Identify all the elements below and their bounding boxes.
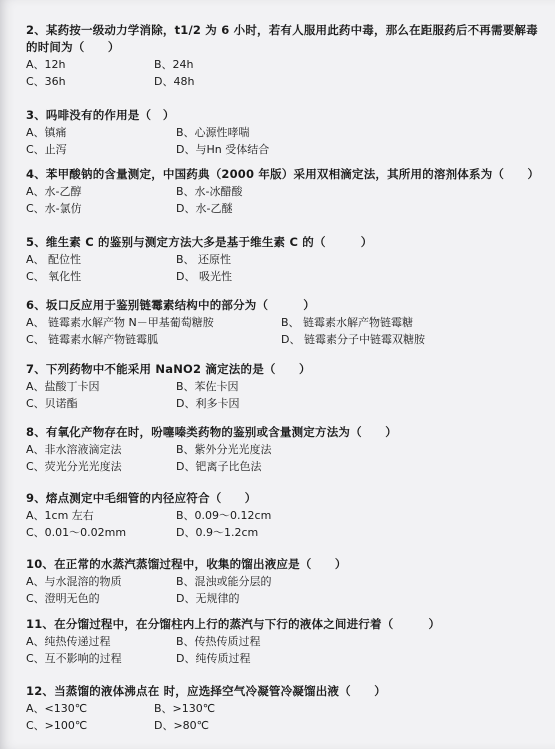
option-c: C、互不影响的过程 <box>26 652 122 665</box>
question-stem: 6、坂口反应用于鉴别链霉素结构中的部分为（ ） <box>26 298 315 312</box>
options-row <box>26 251 538 268</box>
option-b: B、混浊或能分层的 <box>176 575 272 588</box>
options-row <box>26 700 538 717</box>
options-row <box>26 73 538 90</box>
option-d: D、利多卡因 <box>176 397 240 410</box>
option-a: A、 链霉素水解产物 N－甲基葡萄糖胺 <box>26 316 214 329</box>
question-2 <box>26 22 538 90</box>
question-stem: 9、熔点测定中毛细管的内径应符合（ ） <box>26 491 257 505</box>
question-9 <box>26 490 538 541</box>
options-row <box>26 124 538 141</box>
option-b: B、>130℃ <box>154 702 216 715</box>
option-b: B、苯佐卡因 <box>176 380 239 393</box>
question-stem: 5、维生素 C 的鉴别与测定方法大多是基于维生素 C 的（ ） <box>26 235 373 249</box>
option-b: B、传热传质过程 <box>176 635 261 648</box>
option-a: A、12h <box>26 58 66 71</box>
options-row <box>26 650 538 667</box>
option-d: D、>80℃ <box>154 719 210 732</box>
option-d: D、钯离子比色法 <box>176 460 262 473</box>
options-row <box>26 507 538 524</box>
question-6 <box>26 297 538 348</box>
option-c: C、 氧化性 <box>26 270 82 283</box>
option-b: B、0.09～0.12cm <box>176 509 272 522</box>
options-row <box>26 458 538 475</box>
question-stem: 3、吗啡没有的作用是（ ） <box>26 108 175 122</box>
question-11 <box>26 616 538 667</box>
option-c: C、贝诺酯 <box>26 397 78 410</box>
options-row <box>26 395 538 412</box>
question-stem: 4、苯甲酸钠的含量测定，中国药典（2000 年版）采用双相滴定法，其所用的溶剂体系为（ ） <box>26 167 540 181</box>
options-row <box>26 183 538 200</box>
options-row <box>26 141 538 158</box>
question-10 <box>26 556 538 607</box>
option-a: A、镇痛 <box>26 126 67 139</box>
option-a: A、 配位性 <box>26 253 82 266</box>
option-d: D、48h <box>154 75 195 88</box>
question-stem: 12、当蒸馏的液体沸点在 时，应选择空气冷凝管冷凝馏出液（ ） <box>26 684 386 698</box>
options-row <box>26 56 538 73</box>
option-d: D、水-乙醚 <box>176 202 233 215</box>
question-stem: 10、在正常的水蒸汽蒸馏过程中，收集的馏出液应是（ ） <box>26 557 347 571</box>
option-b: B、紫外分光光度法 <box>176 443 272 456</box>
question-12 <box>26 683 538 734</box>
option-b: B、24h <box>154 58 194 71</box>
option-c: C、荧光分光光度法 <box>26 460 122 473</box>
options-row <box>26 573 538 590</box>
options-row <box>26 200 538 217</box>
options-row <box>26 268 538 285</box>
option-d: D、0.9～1.2cm <box>176 526 259 539</box>
option-d: D、纯传质过程 <box>176 652 251 665</box>
option-d: D、 链霉素分子中链霉双糖胺 <box>281 333 425 346</box>
options-row <box>26 378 538 395</box>
option-c: C、澄明无色的 <box>26 592 100 605</box>
option-a: A、盐酸丁卡因 <box>26 380 100 393</box>
option-a: A、非水溶液滴定法 <box>26 443 122 456</box>
option-b: B、 链霉素水解产物链霉糖 <box>281 316 414 329</box>
question-5 <box>26 234 538 285</box>
question-7 <box>26 361 538 412</box>
option-d: D、无规律的 <box>176 592 240 605</box>
option-c: C、36h <box>26 75 66 88</box>
option-b: B、 还原性 <box>176 253 232 266</box>
option-a: A、水-乙醇 <box>26 185 82 198</box>
option-c: C、 链霉素水解产物链霉胍 <box>26 333 159 346</box>
options-row <box>26 314 538 331</box>
question-stem: 2、某药按一级动力学消除，t1/2 为 6 小时，若有人服用此药中毒，那么在距服药后不再需要解毒的时间为（ ） <box>26 23 538 54</box>
options-row <box>26 590 538 607</box>
options-row <box>26 441 538 458</box>
option-d: D、与Hn 受体结合 <box>176 143 270 156</box>
option-a: A、与水混溶的物质 <box>26 575 122 588</box>
question-stem: 11、在分馏过程中，在分馏柱内上行的蒸汽与下行的液体之间进行着（ ） <box>26 617 441 631</box>
option-c: C、水-氯仿 <box>26 202 82 215</box>
option-a: A、纯热传递过程 <box>26 635 111 648</box>
question-stem: 7、下列药物中不能采用 NaNO2 滴定法的是（ ） <box>26 362 311 376</box>
option-d: D、 吸光性 <box>176 270 232 283</box>
options-row <box>26 331 538 348</box>
question-stem: 8、有氧化产物存在时，吩噻嗪类药物的鉴别或含量测定方法为（ ） <box>26 425 397 439</box>
options-row <box>26 633 538 650</box>
question-8 <box>26 424 538 475</box>
option-c: C、>100℃ <box>26 719 88 732</box>
option-a: A、<130℃ <box>26 702 88 715</box>
option-b: B、水-冰醋酸 <box>176 185 243 198</box>
option-a: A、1cm 左右 <box>26 509 94 522</box>
option-b: B、心源性哮喘 <box>176 126 250 139</box>
question-4 <box>26 166 538 217</box>
options-row <box>26 524 538 541</box>
option-c: C、0.01～0.02mm <box>26 526 127 539</box>
options-row <box>26 717 538 734</box>
option-c: C、止泻 <box>26 143 67 156</box>
question-3 <box>26 107 538 158</box>
